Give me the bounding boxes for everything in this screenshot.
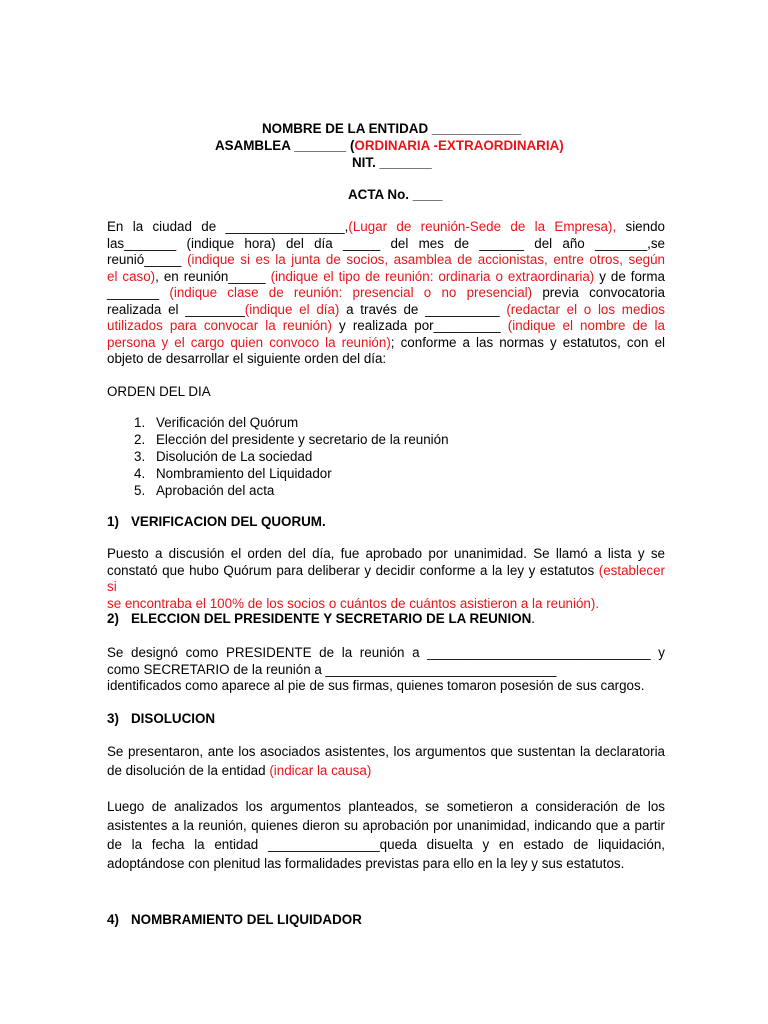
intro-line-6: realizada el ________(indique el día) a través de __________ (redactar el o los medios: [107, 301, 665, 317]
s2-line-1: Se designó como PRESIDENTE de la reunión a ______________________________ y: [107, 645, 665, 660]
s3-p2-line-1: Luego de analizados los argumentos planteados, se sometieron a consideración de los: [107, 799, 665, 814]
asamblea-label: ASAMBLEA _______ (: [215, 138, 355, 153]
s3-p2-line-4: adoptándose con plenitud las formalidades previstas para ello en la ley y sus estatutos.: [107, 856, 625, 871]
intro-line-4: el caso), en reunión_____ (indique el tipo de reunión: ordinaria o extraordinaria) y de forma: [107, 268, 665, 284]
s1-line-2: constató que hubo Quórum para deliberar y decidir conforme a la ley y estatutos (establecer si: [107, 562, 665, 594]
section-2-paragraph: [107, 645, 665, 695]
orden-item: 3. Disolución de La sociedad: [134, 449, 313, 464]
s2-line-3: identificados como aparece al pie de sus firmas, quienes tomaron posesión de sus cargos.: [107, 678, 645, 693]
orden-list: [134, 414, 449, 499]
section-1-heading: 1) VERIFICACION DEL QUORUM.: [107, 514, 326, 529]
intro-line-3: reunió_____ (indique si es la junta de socios, asamblea de accionistas, entre otros, según: [107, 252, 665, 267]
section-4-heading: 4) NOMBRAMIENTO DEL LIQUIDADOR: [107, 912, 362, 927]
section-2-heading: 2) ELECCION DEL PRESIDENTE Y SECRETARIO DE LA REUNION.: [107, 611, 536, 626]
intro-line-5: _______ (indique clase de reunión: presencial o no presencial) previa convocatoria: [107, 285, 665, 300]
intro-paragraph: [107, 219, 665, 368]
s3-p1-line-1: Se presentaron, ante los asociados asistentes, los argumentos que sustentan la declaratoria: [107, 744, 665, 759]
nit-line: NIT. _______: [352, 155, 432, 170]
section-3-paragraph-2: [107, 797, 665, 873]
s1-line-1: Puesto a discusión el orden del día, fue aprobado por unanimidad. Se llamó a lista y se: [107, 546, 665, 561]
acta-number: ACTA No. ____: [348, 187, 443, 202]
intro-line-9: objeto de desarrollar el siguiente orden del día:: [107, 351, 387, 366]
intro-line-2: las_______ (indique hora) del día _____ del mes de ______ del año _______,se: [107, 235, 665, 251]
s3-p2-line-2: asistentes a la reunión, quienes dieron su aprobación por unanimidad, indicando que a partir: [107, 818, 665, 833]
orden-item: 4. Nombramiento del Liquidador: [134, 466, 332, 481]
asamblea-line: [215, 138, 564, 154]
orden-item: 5. Aprobación del acta: [134, 483, 275, 498]
s3-p2-line-3: de la fecha la entidad _______________queda disuelta y en estado de liquidación,: [107, 837, 665, 852]
orden-item: 1. Verificación del Quórum: [134, 415, 299, 430]
intro-line-1: En la ciudad de ________________,(Lugar de reunión-Sede de la Empresa), siendo: [107, 219, 665, 234]
intro-line-8: persona y el cargo quien convoco la reunión); conforme a las normas y estatutos, con el: [107, 334, 665, 350]
s1-line-3: se encontraba el 100% de los socios o cuántos de cuántos asistieron a la reunión).: [107, 595, 600, 611]
asamblea-type: ORDINARIA -EXTRAORDINARIA): [354, 138, 564, 153]
entity-name-line: NOMBRE DE LA ENTIDAD ____________: [262, 121, 522, 136]
section-3-paragraph-1: [107, 742, 665, 780]
section-3-heading: 3) DISOLUCION: [107, 711, 216, 726]
section-1-paragraph: [107, 546, 665, 612]
s2-line-2: como SECRETARIO de la reunión a _______________________________: [107, 661, 557, 677]
s3-p1-line-2: de disolución de la entidad (indicar la causa): [107, 763, 372, 778]
orden-item: 2. Elección del presidente y secretario de la reunión: [134, 432, 449, 447]
orden-title: ORDEN DEL DIA: [107, 384, 211, 399]
intro-line-7: utilizados para convocar la reunión) y realizada por_________ (indique el nombre de la: [107, 318, 665, 333]
